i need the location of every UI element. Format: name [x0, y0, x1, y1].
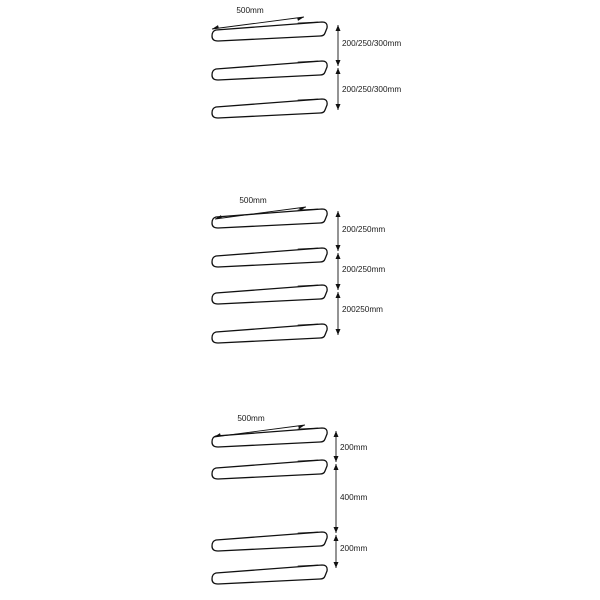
rail-3 [212, 532, 327, 551]
rail-3 [212, 99, 327, 118]
rail-2 [212, 460, 327, 479]
width-label: 500mm [236, 6, 264, 15]
rail-2 [212, 61, 327, 80]
spacing-dimension-arrow [336, 211, 341, 335]
spacing-dimension-arrow [334, 431, 339, 568]
rail-1 [212, 428, 327, 447]
rail-2 [212, 248, 327, 267]
four-rail-split-diagram [212, 414, 367, 584]
rail-1 [212, 22, 327, 41]
spacing-label: 200/250/300mm [342, 39, 402, 48]
four-rail-diagram [212, 196, 385, 343]
spacing-label: 200/250mm [342, 265, 386, 274]
spacing-label: 200250mm [342, 305, 383, 314]
spacing-label: 200/250mm [342, 225, 386, 234]
spacing-label: 200/250/300mm [342, 85, 402, 94]
rail-4 [212, 324, 327, 343]
spacing-label: 200mm [340, 544, 368, 553]
spacing-label: 400mm [340, 493, 368, 502]
spacing-dimension-arrow [336, 25, 341, 110]
three-rail-diagram [212, 6, 401, 118]
rail-3 [212, 285, 327, 304]
width-label: 500mm [239, 196, 267, 205]
rail-4 [212, 565, 327, 584]
spacing-label: 200mm [340, 443, 368, 452]
width-label: 500mm [237, 414, 265, 423]
